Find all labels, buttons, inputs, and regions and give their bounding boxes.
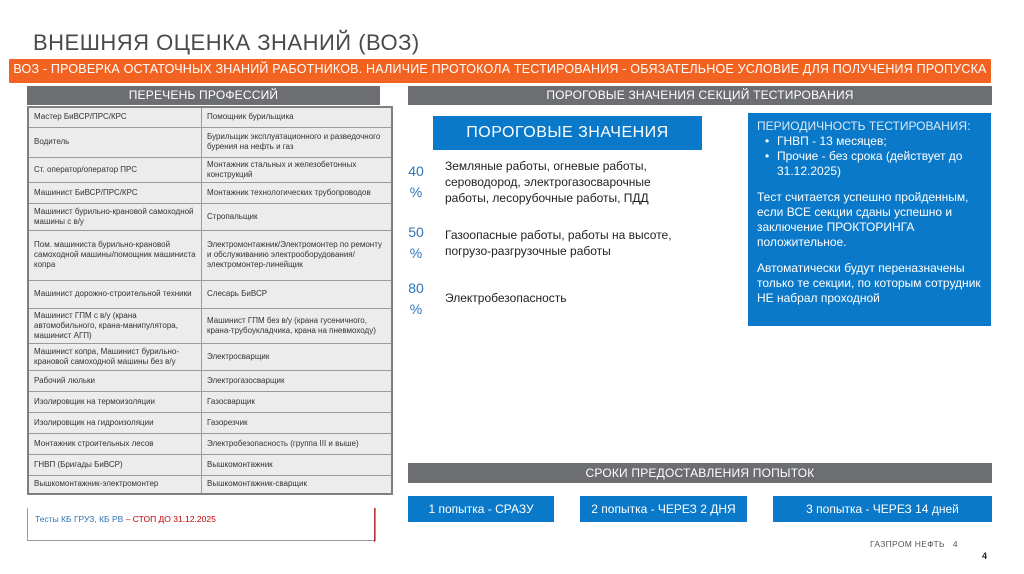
- list-item: • Прочие - без срока (действует до 31.12.2025): [769, 149, 983, 179]
- tests-note: [27, 508, 376, 541]
- table-row: [28, 280, 392, 308]
- threshold-50-text: Газоопасные работы, работы на высоте, погрузо-разгрузочные работы: [445, 228, 672, 258]
- attempt-2: [580, 496, 747, 522]
- pct-number: 40: [408, 163, 424, 179]
- table-cell: Водитель: [28, 127, 202, 157]
- page-number: 4: [982, 551, 988, 561]
- table-cell: Монтажник стальных и железобетонных конструкций: [202, 157, 393, 182]
- table-cell: Мастер БиВСР/ПРС/КРС: [28, 107, 202, 127]
- pct-sign: %: [409, 301, 423, 317]
- threshold-50-pct: [405, 222, 427, 264]
- page-title: ВНЕШНЯЯ ОЦЕНКА ЗНАНИЙ (ВОЗ): [33, 30, 420, 55]
- table-cell: Машинист БиВСР/ПРС/КРС: [28, 182, 202, 203]
- table-cell: Слесарь БиВСР: [202, 280, 393, 308]
- table-row: [28, 475, 392, 494]
- table-row: [28, 370, 392, 391]
- red-marker: [374, 508, 389, 542]
- thresholds-header: ПОРОГОВЫЕ ЗНАЧЕНИЯ СЕКЦИЙ ТЕСТИРОВАНИЯ: [408, 86, 992, 105]
- attempt-1-label: 1 попытка - СРАЗУ: [428, 502, 534, 516]
- threshold-80-text: Электробезопасность: [445, 291, 567, 305]
- table-cell: Газосварщик: [202, 391, 393, 412]
- table-row: [28, 308, 392, 343]
- pct-sign: %: [409, 184, 423, 200]
- table-cell: Стропальщик: [202, 203, 393, 230]
- periodicity-title: ПЕРИОДИЧНОСТЬ ТЕСТИРОВАНИЯ:: [757, 119, 971, 133]
- table-cell: Машинист ГПМ без в/у (крана гусеничного, крана-трубоукладчика, крана на пневмоходу): [202, 308, 393, 343]
- table-cell: Электросварщик: [202, 343, 393, 370]
- pct-number: 80: [408, 280, 424, 296]
- banner: [9, 59, 991, 83]
- table-cell: Изолировщик на термоизоляции: [28, 391, 202, 412]
- attempt-2-label: 2 попытка - ЧЕРЕЗ 2 ДНЯ: [591, 502, 736, 516]
- company-name: ГАЗПРОМ НЕФТЬ: [870, 539, 945, 549]
- table-row: [28, 412, 392, 433]
- attempts-header: СРОКИ ПРЕДОСТАВЛЕНИЯ ПОПЫТОК: [408, 463, 992, 483]
- periodicity-text-2: Автоматически будут переназначены только те секции, по которым сотрудник НЕ набрал проходной: [757, 261, 981, 305]
- table-cell: Ст. оператор/оператор ПРС: [28, 157, 202, 182]
- table-cell: Монтажник строительных лесов: [28, 433, 202, 454]
- table-cell: Электрогазосварщик: [202, 370, 393, 391]
- table-cell: Помощник бурильщика: [202, 107, 393, 127]
- table-cell: ГНВП (Бригады БиВСР): [28, 454, 202, 475]
- threshold-40-pct: [405, 161, 427, 203]
- table-cell: Машинист бурильно-крановой самоходной машины с в/у: [28, 203, 202, 230]
- professions-table: [27, 106, 393, 495]
- table-cell: Электробезопасность (группа III и выше): [202, 433, 393, 454]
- footer-company: [870, 539, 958, 549]
- thresholds-box-title: ПОРОГОВЫЕ ЗНАЧЕНИЯ: [433, 116, 702, 150]
- banner-text: ВОЗ - ПРОВЕРКА ОСТАТОЧНЫХ ЗНАНИЙ РАБОТНИКОВ. НАЛИЧИЕ ПРОТОКОЛА ТЕСТИРОВАНИЯ - ОБЯЗАТЕЛЬНОЕ УСЛОВИЕ ДЛЯ ПОЛУЧЕНИЯ ПРОПУСКА: [13, 62, 987, 76]
- pct-number: 50: [408, 224, 424, 240]
- table-row: [28, 230, 392, 280]
- periodicity-panel: [748, 113, 991, 326]
- table-row: [28, 454, 392, 475]
- table-row: [28, 107, 392, 127]
- table-row: [28, 203, 392, 230]
- table-cell: Рабочий люльки: [28, 370, 202, 391]
- threshold-80-pct: [405, 278, 427, 320]
- table-cell: Газорезчик: [202, 412, 393, 433]
- attempt-1: [408, 496, 554, 522]
- table-row: [28, 343, 392, 370]
- periodicity-list: [757, 134, 983, 179]
- table-cell: Вышкомонтажник-электромонтер: [28, 475, 202, 494]
- table-cell: Изолировщик на гидроизоляции: [28, 412, 202, 433]
- table-row: [28, 433, 392, 454]
- table-row: [28, 127, 392, 157]
- periodicity-text-1: Тест считается успешно пройденным, если ВСЕ секции сданы успешно и заключение ПРОКТОРИНГА положительное.: [757, 190, 969, 249]
- professions-header: ПЕРЕЧЕНЬ ПРОФЕССИЙ: [27, 86, 380, 105]
- table-cell: Машинист дорожно-строительной техники: [28, 280, 202, 308]
- footer-page-small: 4: [952, 539, 958, 549]
- table-row: [28, 391, 392, 412]
- table-row: [28, 182, 392, 203]
- tests-note-stop: – СТОП ДО 31.12.2025: [123, 514, 216, 524]
- table-cell: Машинист копра, Машинист бурильно-крановой самоходной машины без в/у: [28, 343, 202, 370]
- table-cell: Машинист ГПМ с в/у (крана автомобильного, крана-манипулятора, машинист АГП): [28, 308, 202, 343]
- table-cell: Электромонтажник/Электромонтер по ремонту и обслуживанию электрооборудования/электромонтер-линейщик: [202, 230, 393, 280]
- table-cell: Вышкомонтажник-сварщик: [202, 475, 393, 494]
- tests-note-label: Тесты КБ ГРУЗ, КБ РВ: [35, 514, 124, 524]
- table-cell: Бурильщик эксплуатационного и разведочного бурения на нефть и газ: [202, 127, 393, 157]
- table-cell: Монтажник технологических трубопроводов: [202, 182, 393, 203]
- attempt-3-label: 3 попытка - ЧЕРЕЗ 14 дней: [806, 502, 959, 516]
- table-cell: Пом. машиниста бурильно-крановой самоходной машины/помощник машиниста копра: [28, 230, 202, 280]
- list-item: • ГНВП - 13 месяцев;: [769, 134, 983, 149]
- table-cell: Вышкомонтажник: [202, 454, 393, 475]
- attempt-3: [773, 496, 992, 522]
- table-row: [28, 157, 392, 182]
- pct-sign: %: [409, 245, 423, 261]
- threshold-40-text: Земляные работы, огневые работы, сероводород, электрогазосварочные работы, лесорубочные работы, ПДД: [445, 159, 651, 205]
